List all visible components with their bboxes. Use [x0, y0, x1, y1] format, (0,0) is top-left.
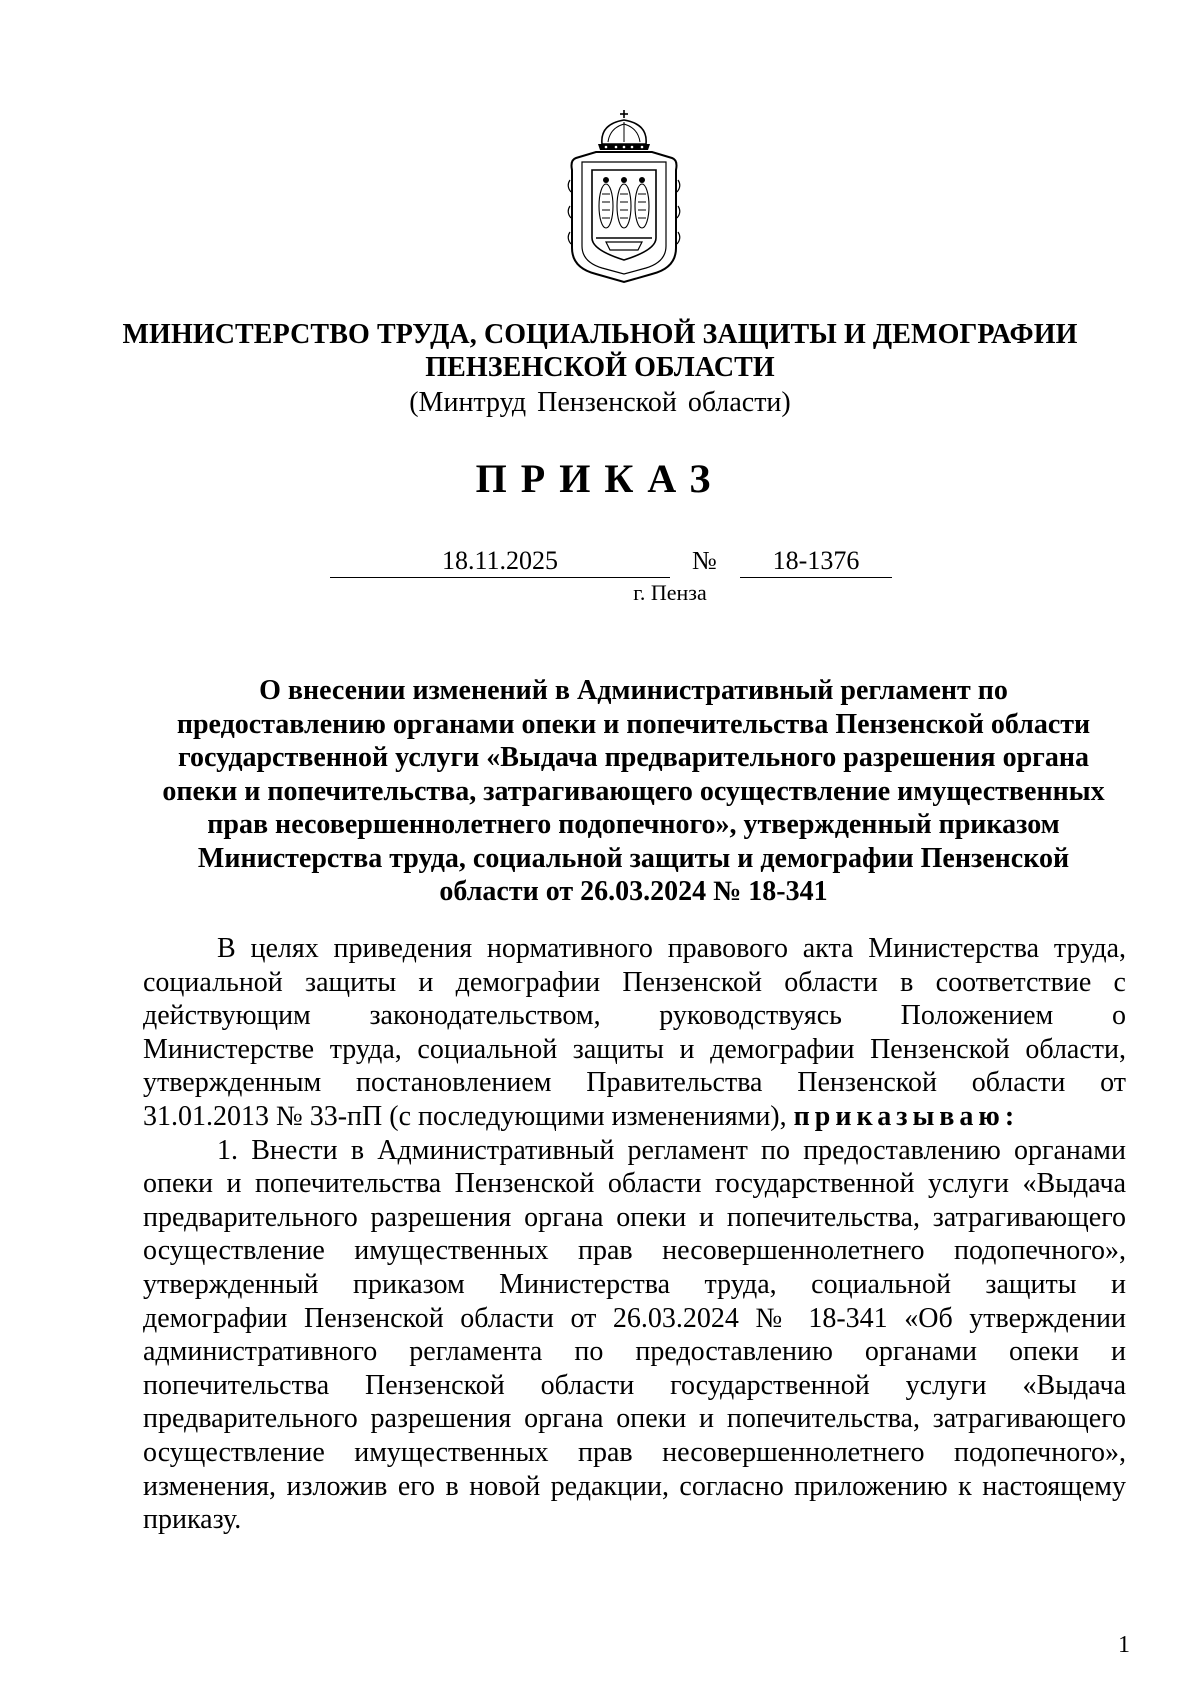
ministry-name	[0, 318, 1200, 384]
subject-line: прав несовершеннолетнего подопечного», утвержденный приказом	[207, 809, 1060, 840]
order-city: г. Пенза	[633, 580, 707, 605]
item1-line: осуществление имущественных прав несовершеннолетнего подопечного»,	[143, 1235, 1126, 1267]
subject-line: государственной услуги «Выдача предварительного разрешения органа	[178, 742, 1089, 773]
order-date: 18.11.2025	[330, 545, 670, 578]
ministry-short-name: (Минтруд Пензенской области)	[409, 387, 791, 418]
subject-line: О внесении изменений в Административный регламент по	[259, 675, 1008, 706]
item1-line: изменения, изложив его в новой редакции, согласно приложению к настоящему	[143, 1470, 1126, 1502]
order-body	[143, 932, 1126, 1537]
coat-of-arms-icon	[566, 110, 682, 285]
subject-line: Министерства труда, социальной защиты и демографии Пензенской	[197, 842, 1070, 874]
order-word: приказываю:	[793, 1100, 1020, 1132]
preamble-line: утвержденным постановлением Правительства Пензенской области от	[143, 1067, 1126, 1099]
preamble-last-line	[143, 1100, 1126, 1134]
preamble-line: социальной защиты и демографии Пензенской области в соответствие с	[143, 966, 1126, 998]
item1-line: опеки и попечительства Пензенской области государственной услуги «Выдача	[143, 1168, 1126, 1200]
subject-line: опеки и попечительства, затрагивающего осуществление имущественных	[162, 775, 1105, 807]
subject-line: области от 26.03.2024 № 18-341	[439, 876, 828, 907]
item1-line: предварительного разрешения органа опеки и попечительства, затрагивающего	[143, 1201, 1126, 1233]
item1-line: приказу.	[143, 1504, 242, 1536]
preamble-last-text: 31.01.2013 № 33-пП (с последующими изменениями),	[143, 1100, 794, 1132]
preamble-line: В целях приведения нормативного правового акта Министерства труда,	[217, 933, 1126, 964]
ministry-name-line: МИНИСТЕРСТВО ТРУДА, СОЦИАЛЬНОЙ ЗАЩИТЫ И ДЕМОГРАФИИ	[122, 319, 1078, 350]
item1-line: административного регламента по предоставлению органами опеки и	[143, 1336, 1126, 1368]
subject-line: предоставлению органами опеки и попечительства Пензенской области	[176, 708, 1091, 740]
item1-line: попечительства Пензенской области государственной услуги «Выдача	[143, 1369, 1126, 1401]
ministry-name-line: ПЕНЗЕНСКОЙ ОБЛАСТИ	[425, 352, 775, 383]
item1-line: 1. Внести в Административный регламент по предоставлению органами	[217, 1134, 1126, 1166]
item1-line: демографии Пензенской области от 26.03.2024 № 18-341 «Об утверждении	[143, 1302, 1126, 1334]
preamble-line: Министерстве труда, социальной защиты и демографии Пензенской области,	[143, 1033, 1126, 1065]
order-title: ПРИКАЗ	[475, 456, 725, 501]
item1-line: осуществление имущественных прав несовершеннолетнего подопечного»,	[143, 1436, 1126, 1468]
order-subject	[150, 674, 1117, 909]
item1-line: предварительного разрешения органа опеки и попечительства, затрагивающего	[143, 1403, 1126, 1435]
number-sign: №	[692, 546, 717, 575]
preamble-line: действующим законодательством, руководствуясь Положением о	[143, 1000, 1126, 1032]
item1-line: утвержденный приказом Министерства труда, социальной защиты и	[143, 1268, 1126, 1300]
order-number: 18-1376	[740, 545, 892, 578]
page-number: 1	[1118, 1632, 1130, 1658]
